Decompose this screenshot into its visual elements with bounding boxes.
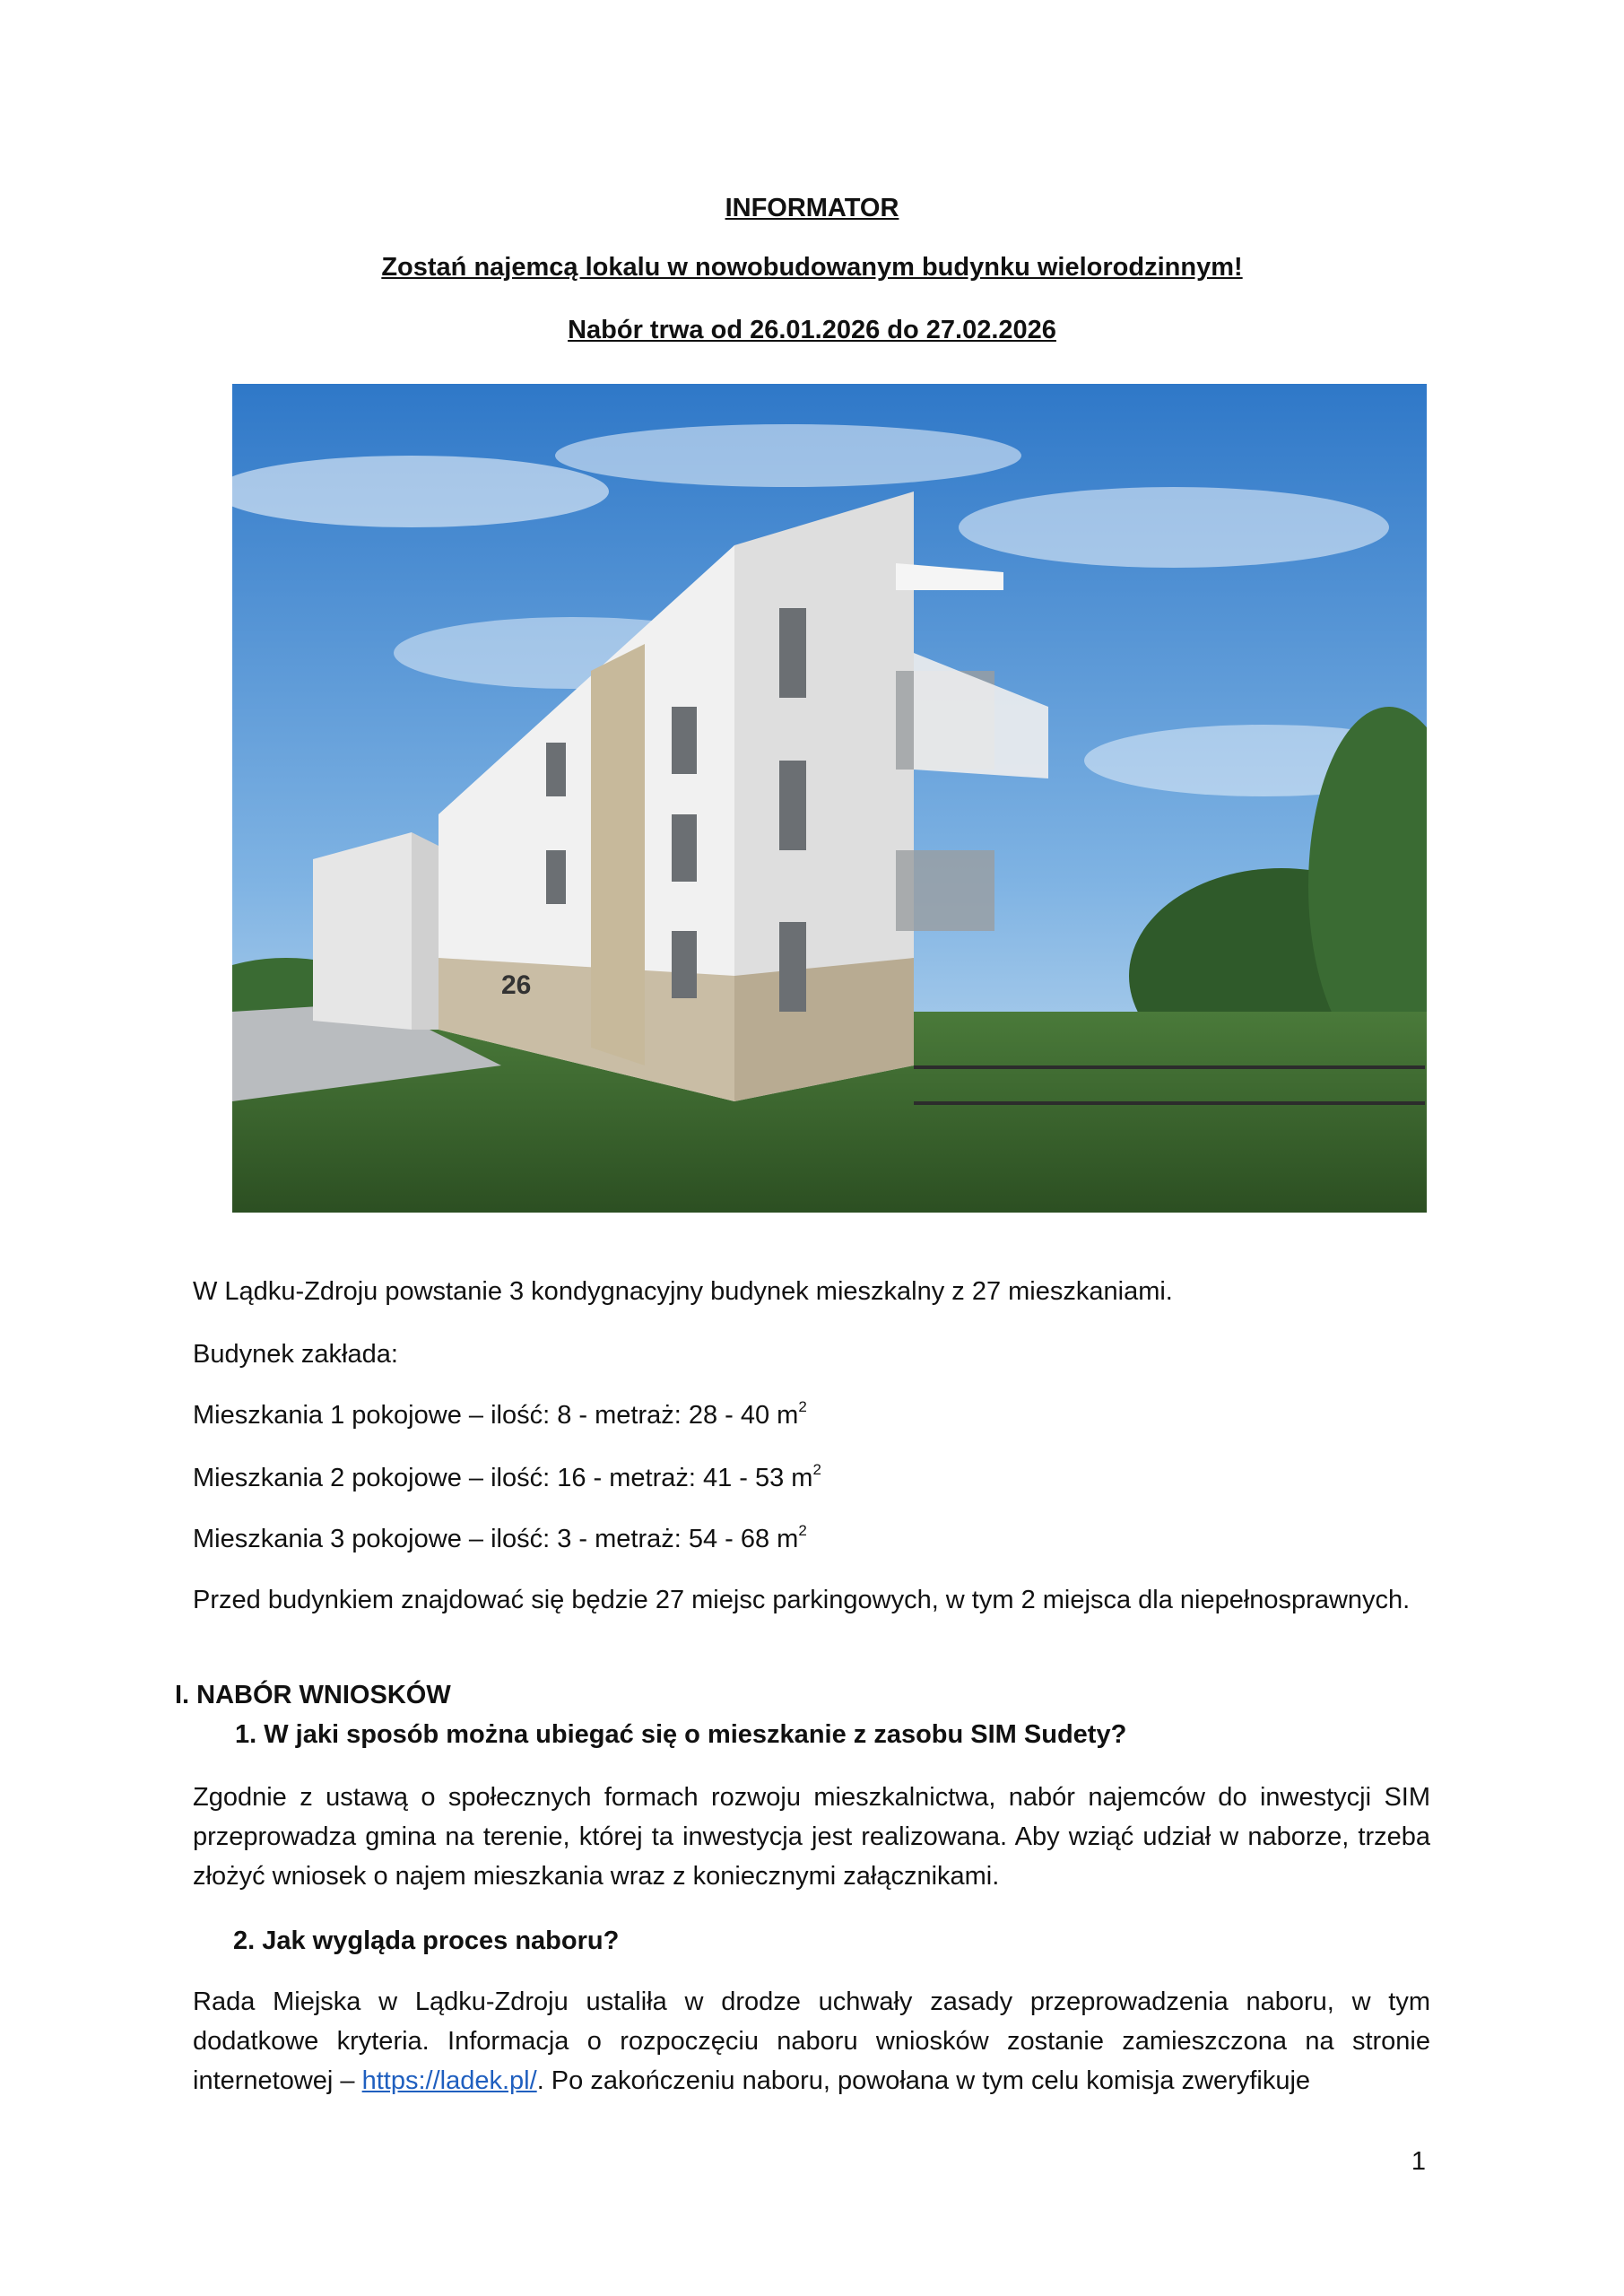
recruitment-dates: Nabór trwa od 26.01.2026 do 27.02.2026 (568, 316, 1056, 344)
document-title: INFORMATOR (725, 194, 899, 222)
apartment-type-3: Mieszkania 3 pokojowe – ilość: 3 - metraż: 54 - 68 $m^2$ (193, 1522, 807, 1553)
question-1: 1. W jaki sposób można ubiegać się o mieszkanie z zasobu SIM Sudety? (235, 1720, 1127, 1749)
page-number: 1 (1411, 2147, 1426, 2176)
building-rendering-image (232, 384, 1427, 1213)
intro-line: W Lądku-Zdroju powstanie 3 kondygnacyjny budynek mieszkalny z 27 mieszkaniami. (193, 1277, 1173, 1306)
parking-info: Przed budynkiem znajdować się będzie 27 miejsc parkingowych, w tym 2 miejsca dla niepełnosprawnych. (193, 1586, 1411, 1614)
question-2: 2. Jak wygląda proces naboru? (233, 1926, 620, 1955)
answer-1: Zgodnie z ustawą o społecznych formach rozwoju mieszkalnictwa, nabór najemców do inwestycji SIM przeprowadza gmina na terenie, której ta inwestycja jest realizowana. Aby wziąć udział w naborze, trzeba złożyć wniosek o najem mieszkania wraz z koniecznymi załącznikami. (193, 1783, 1430, 1891)
answer-2: Rada Miejska w Lądku-Zdroju ustaliła w drodze uchwały zasady przeprowadzenia naboru, w tym dodatkowe kryteria. Informacja o rozpoczęciu naboru wniosków zostanie zamieszczona na stronie internetowej – https://ladek.pl/. Po zakończeniu naboru, powołana w tym celu komisja zweryfikuje (193, 1987, 1430, 2095)
building-includes-label: Budynek zakłada: (193, 1340, 398, 1369)
ladek-website-link[interactable]: https://ladek.pl/ (361, 2066, 537, 2095)
apartment-type-2: Mieszkania 2 pokojowe – ilość: 16 - metraż: 41 - 53 $m^2$ (193, 1461, 821, 1492)
apartment-type-1: Mieszkania 1 pokojowe – ilość: 8 - metraż: 28 - 40 $m^2$ (193, 1398, 807, 1430)
document-subtitle: Zostań najemcą lokalu w nowobudowanym budynku wielorodzinnym! (381, 253, 1243, 282)
section-heading: I. NABÓR WNIOSKÓW (175, 1681, 451, 1709)
house-number: 26 (501, 970, 532, 1000)
